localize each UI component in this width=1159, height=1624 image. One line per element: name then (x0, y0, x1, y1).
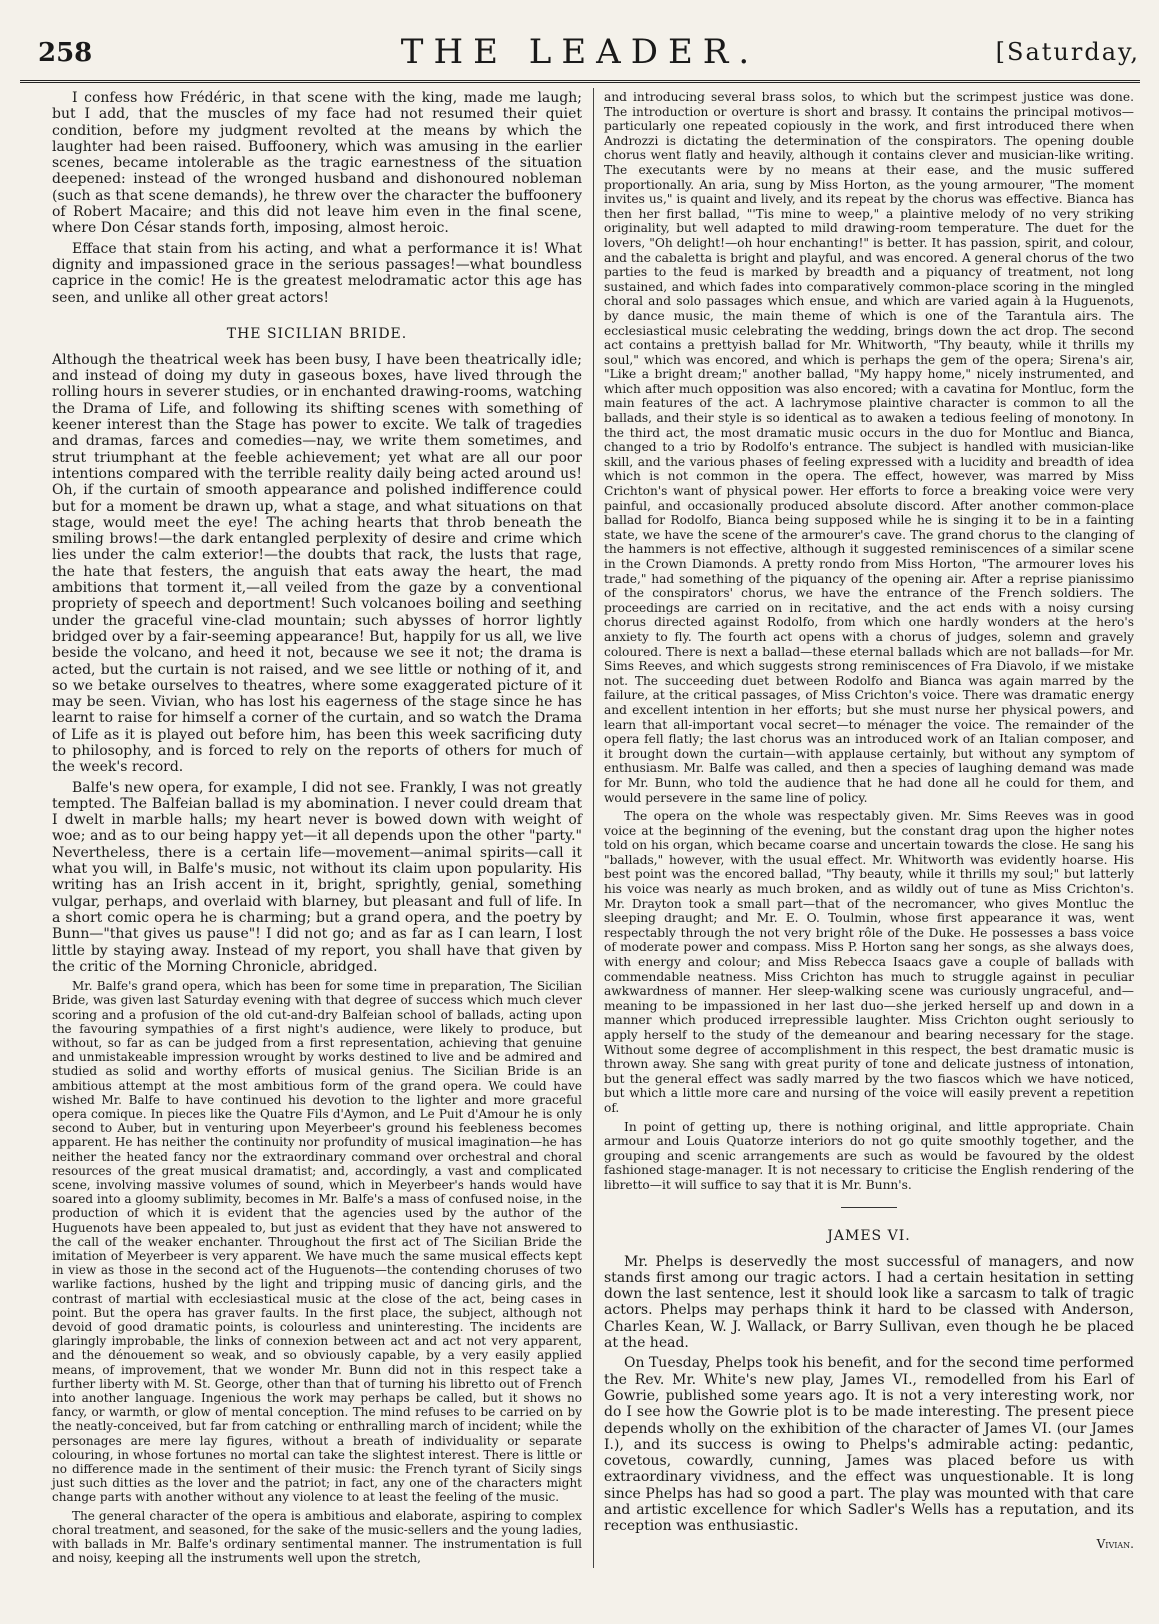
quoted-review-paragraph: In point of getting up, there is nothing original, and little appropriate. Chain armour and Louis Quatorze interiors do not go quite smoothly together, and the grouping and scenic arrangements are such as would be favoured by the oldest fashioned stage-manager. It is not necessary to criticise the English rendering of the libretto—it will suffice to say that it is Mr. Bunn's. (604, 1119, 1134, 1192)
article-paragraph: On Tuesday, Phelps took his benefit, and for the second time performed the Rev. Mr. White's new play, James VI., remodelled from his Earl of Gowrie, published some years ago. It is not a very interesting work, nor do I see how the Gowrie plot is to be made interesting. The present piece depends wholly on the exhibition of the character of James VI. (our James I.), and its success is owing to Phelps's admirable acting: pedantic, covetous, cowardly, cunning, James was placed before us with extraordinary vividness, and the effect was unquestionable. It is long since Phelps has had so good a part. The play was mounted with that care and artistic excellence for which Sadler's Wells has a reputation, and its reception was enthusiastic. (604, 1355, 1134, 1535)
quoted-review-paragraph: The general character of the opera is ambitious and elaborate, aspiring to complex choral treatment, and seasoned, for the sake of the music-sellers and the young ladies, with ballads in Mr. Balfe's ordinary sentimental manner. The instrumentation is full and noisy, keeping all the instruments well upon the stretch, (52, 1508, 582, 1566)
masthead-title: THE LEADER. (400, 32, 760, 72)
section-title: THE SICILIAN BRIDE. (226, 325, 408, 342)
header-rule (20, 80, 1140, 87)
intro-paragraph: I confess how Frédéric, in that scene with the king, made me laugh; but I add, that the muscles of my face had not resumed their quiet condition, before my judgment revolted at the means by which the laughter had been raised. Buffoonery, which was amusing in the earlier scenes, became intolerable as the tragic earnestness of the situation deepened: instead of the wronged husband and dishonoured nobleman (such as that scene demands), he threw over the character the buffoonery of Robert Macaire; and this did not leave him even in the final scene, where Don César stands forth, imposing, almost heroic. (52, 90, 582, 237)
article-paragraph: Balfe's new opera, for example, I did not see. Frankly, I was not greatly tempted. The Balfeian ballad is my abomination. I never could dream that I dwelt in marble halls; my heart never is bowed down with weight of woe; and as to our being happy yet—it all depends upon the other "party." Nevertheless, there is a certain life—movement—animal spirits—call it what you will, in Balfe's music, not without its claim upon popularity. His writing has an Irish accent in it, bright, sprightly, genial, something vulgar, perhaps, and overlaid with blarney, but pleasant and full of life. In a short comic opera he is charming; but a grand opera, and the poetry by Bunn—"that gives us pause"! I did not go; and as far as I can learn, I lost little by staying away. Instead of my report, you shall have that given by the critic of the Morning Chronicle, abridged. (52, 779, 582, 975)
column-divider (593, 88, 594, 1568)
author-signature: Vivian. (1096, 1536, 1134, 1551)
article-paragraph: Mr. Phelps is deservedly the most successful of managers, and now stands first among our tragic actors. I had a certain hesitation in setting down the last sentence, lest it should look like a sarcasm to talk of tragic actors. Phelps may perhaps think it hard to be classed with Anderson, Charles Kean, W. J. Wallack, or Barry Sullivan, even though he be placed at the head. (604, 1253, 1134, 1352)
quoted-review-paragraph: and introducing several brass solos, to which but the scrimpest justice was done. The introduction or overture is short and brassy. It contains the principal motivos—particularly one repeated copiously in the work, and first introduced there when Androzzi is dictating the determination of the conspirators. The opening double chorus went flatly and heavily, although it contains clever and musician-like writing. The executants were by no means at their ease, and the music suffered proportionally. An aria, sung by Miss Horton, as the young armourer, "The moment invites us," is quaint and lively, and its repeat by the chorus was effective. Bianca has then her first ballad, "'Tis mine to weep," a plaintive melody of no very striking originality, but well adapted to mild drawing-room temperature. The duet for the lovers, "Oh delight!—oh hour enchanting!" is better. It has passion, spirit, and colour, and the cabaletta is bright and playful, and was encored. A general chorus of the two parties to the feud is marked by breadth and a piquancy of treatment, not long sustained, and which fades into comparatively common-place scoring in the mingled choral and solo passages which ensue, and which are varied again à la Huguenots, by dance music, the main theme of which is one of the Tarantula airs. The ecclesiastical music celebrating the wedding, brings down the act drop. The second act contains a prettyish ballad for Mr. Whitworth, "Thy beauty, while it thrills my soul," which was encored, and which is perhaps the gem of the opera; Sirena's air, "Like a bright dream;" another ballad, "My happy home," nicely instrumented, and which after much opposition was also encored; with a cavatina for Montluc, form the main features of the act. A lachrymose plaintive character is common to all the ballads, and their style is so identical as to awaken a tedious feeling of monotony. In the third act, the most dramatic music occurs in the duo for Montluc and Bianca, changed to a trio by Rodolfo's entrance. The subject is handled with musician-like skill, and the various phases of feeling expressed with a lucidity and breadth of idea which is not common in the opera. The effect, however, was marred by Miss Crichton's want of physical power. Her efforts to force a breaking voice were very painful, and occasionally produced absolute discord. After another common-place ballad for Rodolfo, Bianca being supposed while he is singing it to be in a fainting state, we have the scene of the armourer's cave. The grand chorus to the clanging of the hammers is not effective, although it suggested reminiscences of a similar scene in the Crown Diamonds. A pretty rondo from Miss Horton, "The armourer loves his trade," had something of the piquancy of the opening air. After a reprise pianissimo of the conspirators' chorus, we have the entrance of the French soldiers. The proceedings are carried on in recitative, and the act ends with a noisy cursing chorus directed against Rodolfo, from which one hardly wonders at the hero's anxiety to fly. The fourth act opens with a chorus of judges, solemn and gravely coloured. There is next a ballad—these eternal ballads which are not ballads—for Mr. Sims Reeves, and which suggests strong reminiscences of Fra Diavolo, if we mistake not. The succeeding duet between Rodolfo and Bianca was again marred by the failure, at the critical passages, of Miss Crichton's voice. There was dramatic energy and excellent intention in her efforts; but she must nurse her physical powers, and learn that all-important vocal secret—to ménager the voice. The remainder of the opera fell flatly; the last chorus was an introduced work of an Italian composer, and it brought down the curtain—with applause certainly, but without any symptom of enthusiasm. Mr. Balfe was called, and then a species of laughing demand was made for Mr. Bunn, who told the audience that he had done all he could for them, and would persevere in the same line of policy. (604, 90, 1134, 805)
page-number: 258 (38, 38, 93, 68)
page-header (20, 20, 1140, 80)
section-title: JAMES VI. (827, 1227, 911, 1244)
intro-paragraph: Efface that stain from his acting, and what a performance it is! What dignity and impassioned grace in the serious passages!—what boundless caprice in the comic! He is the greatest melodramatic actor this age has seen, and unlike all other great actors! (52, 240, 582, 306)
article-paragraph: Although the theatrical week has been busy, I have been theatrically idle; and instead of doing my duty in gaseous boxes, have lived through the rolling hours in severer studies, or in enchanted drawing-rooms, watching the Drama of Life, and following its shifting scenes with something of keener interest than the Stage has power to excite. We talk of tragedies and dramas, farces and comedies—nay, we write them sometimes, and strut triumphant at the feeble achievement; yet what are all our poor intentions compared with the terrible reality daily being acted around us! Oh, if the curtain of smooth appearance and polished indifference could but for a moment be drawn up, what a stage, and what situations on that stage, would meet the eye! The aching hearts that throb beneath the smiling brows!—the dark entangled perplexity of desire and crime which lies under the calm exterior!—the doubts that rack, the lusts that rage, the hate that festers, the anguish that eats away the heart, the mad ambitions that torment it,—all veiled from the gaze by a conventional propriety of speech and deportment! Such volcanoes boiling and seething under the graceful vine-clad mountain; such abysses of horror lightly bridged over by a fair-seeming appearance! But, happily for us all, we live beside the volcano, and heed it not, because we see it not; the drama is acted, but the curtain is not raised, and we see little or nothing of it, and so we betake ourselves to theatres, where some exaggerated picture of it may be seen. Vivian, who has lost his eagerness of the stage since he has learnt to raise for himself a corner of the curtain, and so watch the Drama of Life as it is played out before him, has been this week sacrificing duty to philosophy, and is forced to rely on the reports of others for much of the week's record. (52, 351, 582, 776)
quoted-review-paragraph: Mr. Balfe's grand opera, which has been for some time in preparation, The Sicilian Bride, was given last Saturday evening with that degree of success which much clever scoring and a profusion of the old cut-and-dry Balfeian school of ballads, acting upon the favouring sympathies of a first night's audience, were likely to produce, but without, so far as can be judged from a first representation, achieving that genuine and unmistakeable impression wrought by works destined to live and be admired and studied as solid and worthy efforts of musical genius. The Sicilian Bride is an ambitious attempt at the most ambitious form of the grand opera. We could have wished Mr. Balfe to have continued his devotion to the lighter and more graceful opera comique. In pieces like the Quatre Fils d'Aymon, and Le Puit d'Amour he is only second to Auber, but in venturing upon Meyerbeer's ground his feebleness becomes apparent. He has neither the continuity nor profundity of musical imagination—he has neither the heated fancy nor the extraordinary command over orchestral and choral resources of the great musical dramatist; and, accordingly, a vast and complicated scene, involving massive volumes of sound, which in Meyerbeer's hands would have soared into a gloomy sublimity, becomes in Mr. Balfe's a mass of confused noise, in the production of which it is evident that the agencies used by the author of the Huguenots have been appealed to, but just as evident that they have not answered to the call of the weaker enchanter. Throughout the first act of The Sicilian Bride the imitation of Meyerbeer is very apparent. We have much the same musical effects kept in view as those in the second act of the Huguenots—the contending choruses of two warlike factions, hushed by the light and tripping music of dancing girls, and the contrast of martial with ecclesiastical music at the close of the act, being cases in point. But the opera has graver faults. In the first place, the subject, although not devoid of good dramatic points, is colourless and uninteresting. The incidents are glaringly improbable, the links of connexion between act and act not very apparent, and the dénouement so weak, and so obviously capable, by a very easily applied means, of improvement, that we wonder Mr. Bunn did not in this respect take a further liberty with M. St. George, other than that of turning his libretto out of French into another language. Ingenious the work may perhaps be called, but it shows no fancy, or warmth, or glow of mental conception. The mind refuses to be carried on by the neatly-conceived, but far from catching or enthralling march of incident; while the personages are mere lay figures, without a breath of individuality or separate colouring, in whose fortunes no mortal can take the slightest interest. There is little or no difference made in the sentiment of their music: the French tyrant of Sicily sings just such ditties as the lover and the patriot; in fact, any one of the characters might change parts with another without any violence to at least the feeling of the music. (52, 979, 582, 1505)
right-column (604, 90, 1134, 1551)
left-column (52, 90, 582, 1569)
quoted-review-paragraph: The opera on the whole was respectably given. Mr. Sims Reeves was in good voice at the beginning of the evening, but the constant drag upon the higher notes told on his organ, which became coarse and uncertain towards the close. He sang his "ballads," however, with the usual effect. Mr. Whitworth was evidently hoarse. His best point was the encored ballad, "Thy beauty, while it thrills my soul;" but latterly his voice was nearly as much broken, and as wildly out of tune as Miss Crichton's. Mr. Drayton took a small part—that of the necromancer, who gives Montluc the sleeping draught; and Mr. E. O. Toulmin, whose first appearance it was, went respectably through the not very bright rôle of the Duke. He possesses a bass voice of moderate power and compass. Miss P. Horton sang her songs, as she always does, with energy and colour; and Miss Rebecca Isaacs gave a couple of ballads with commendable neatness. Miss Crichton has much to struggle against in peculiar awkwardness of manner. Her sleep-walking scene was curiously ungraceful, and—meaning to be impassioned in her last duo—she jerked herself up and down in a manner which produced irrepressible laughter. Miss Crichton ought seriously to apply herself to the study of the demeanour and bearing necessary for the stage. Without some degree of accomplishment in this respect, the best dramatic music is thrown away. She sang with great purity of tone and delicate justness of intonation, but the general effect was sadly marred by the two fiascos which we have noticed, but which a little more care and nursing of the voice will easily prevent a repetition of. (604, 809, 1134, 1115)
section-divider (841, 1207, 897, 1208)
issue-day: [Saturday, (995, 38, 1140, 66)
